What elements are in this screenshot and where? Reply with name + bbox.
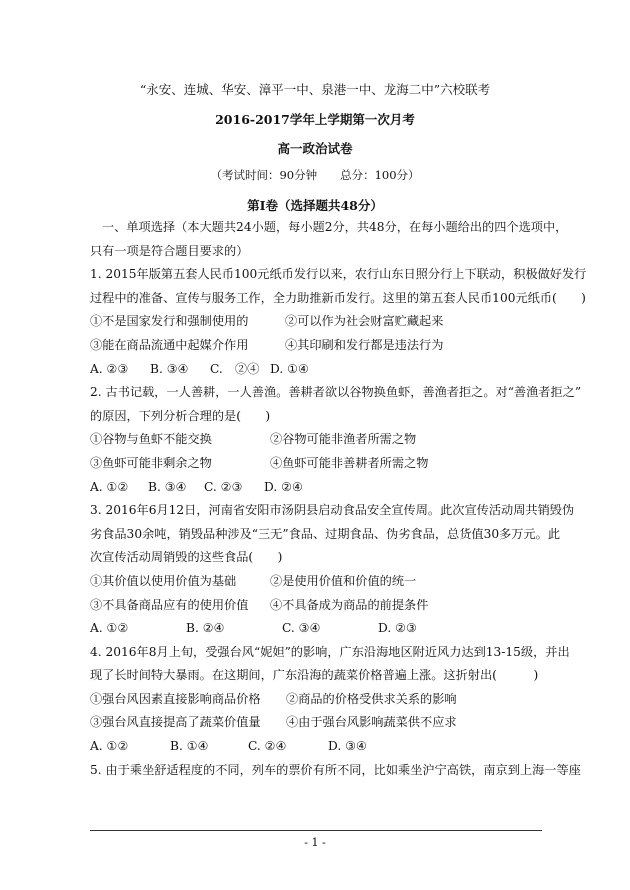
section-title: 第Ⅰ卷（选择题共48分） bbox=[247, 198, 383, 213]
question-2-options bbox=[90, 452, 542, 476]
choice-c: C. ②④ bbox=[210, 361, 260, 376]
option-item: ①不是国家发行和强制使用的 bbox=[90, 314, 249, 329]
choice-d: D. ③④ bbox=[328, 739, 367, 754]
question-3-stem: 3. 2016年6月12日，河南省安阳市汤阴县启动食品安全宣传周。此次宣传活动周共销毁伪 bbox=[90, 503, 575, 518]
option-item: ④其印刷和发行都是违法行为 bbox=[285, 337, 444, 352]
option-item: ①谷物与鱼虾不能交换 bbox=[90, 432, 212, 447]
choice-b: B. ①④ bbox=[170, 739, 209, 754]
question-1-choices bbox=[90, 358, 542, 382]
choice-c: C. ②④ bbox=[248, 739, 287, 754]
option-item: ④由于强台风影响蔬菜供不应求 bbox=[286, 715, 457, 730]
choice-a: A. ①② bbox=[90, 621, 129, 636]
choice-b: B. ②④ bbox=[186, 621, 225, 636]
choice-d: D. ②④ bbox=[264, 479, 303, 494]
question-1-options bbox=[90, 334, 542, 358]
choice-d: D. ②③ bbox=[378, 621, 417, 636]
option-item: ①强台风因素直接影响商品价格 bbox=[90, 691, 261, 706]
choice-c: C. ③④ bbox=[282, 621, 321, 636]
choice-a: A. ①② bbox=[90, 479, 129, 494]
instructions-line: 一、单项选择（本大题共24小题，每小题2分，共48分，在每小题给出的四个选项中， bbox=[102, 220, 568, 234]
question-4-options bbox=[90, 711, 542, 735]
question-2-choices bbox=[90, 476, 542, 500]
option-item: ③能在商品流通中起媒介作用 bbox=[90, 337, 249, 352]
exam-title-term: 2016-2017学年上学期第一次月考 bbox=[215, 112, 415, 127]
choice-d: D. ①④ bbox=[270, 361, 309, 376]
choice-b: B. ③④ bbox=[148, 479, 187, 494]
question-3-stem: 次宣传活动周销毁的这些食品( ) bbox=[90, 550, 283, 565]
question-4-stem: 4. 2016年8月上旬，受强台风“妮妲”的影响，广东沿海地区附近风力达到13-15级，并出 bbox=[90, 644, 570, 659]
option-item: ①其价值以使用价值为基础 bbox=[90, 573, 237, 588]
exam-title-schools: “永安、连城、华安、漳平一中、泉港一中、龙海二中”六校联考 bbox=[139, 82, 491, 97]
question-2-stem: 2. 古书记载，一人善耕，一人善渔。善耕者欲以谷物换鱼虾，善渔者拒之。对“善渔者拒之” bbox=[90, 385, 582, 400]
option-item: ③强台风直接提高了蔬菜价值量 bbox=[90, 715, 261, 730]
option-item: ③不具备商品应有的使用价值 bbox=[90, 597, 249, 612]
question-4-choices bbox=[90, 735, 542, 759]
question-body bbox=[90, 216, 587, 782]
question-3-stem: 劣食品30余吨，销毁品种涉及“三无”食品、过期食品、伪劣食品，总货值30多万元。此 bbox=[90, 526, 561, 541]
option-item: ②谷物可能非渔者所需之物 bbox=[270, 432, 417, 447]
choice-c: C. ②③ bbox=[204, 479, 243, 494]
question-1-stem: 过程中的准备、宣传与服务工作，全力助推新币发行。这里的第五套人民币100元纸币( ) bbox=[90, 290, 586, 305]
question-3-options bbox=[90, 570, 542, 594]
exam-title-subject: 高一政治试卷 bbox=[277, 141, 353, 156]
question-3-options bbox=[90, 594, 542, 618]
question-2-options bbox=[90, 428, 542, 452]
option-item: ④不具备成为商品的前提条件 bbox=[270, 597, 429, 612]
question-4-stem: 现了长时间特大暴雨。在这期间，广东沿海的蔬菜价格普遍上涨。这折射出( ) bbox=[90, 668, 539, 683]
question-1-options bbox=[90, 310, 542, 334]
footer-divider bbox=[90, 830, 542, 831]
choice-a: A. ②③ bbox=[90, 361, 129, 376]
instructions-line: 只有一项是符合题目要求的） bbox=[90, 243, 249, 258]
page-number: - 1 - bbox=[304, 836, 326, 849]
choice-a: A. ①② bbox=[90, 739, 129, 754]
question-4-options bbox=[90, 688, 542, 712]
option-item: ②是使用价值和价值的统一 bbox=[270, 573, 417, 588]
question-2-stem: 的原因，下列分析合理的是( ) bbox=[90, 408, 271, 423]
question-5-stem: 5. 由于乘坐舒适程度的不同，列车的票价有所不同，比如乘坐沪宁高铁，南京到上海一等座 bbox=[90, 762, 581, 777]
option-item: ④鱼虾可能非善耕者所需之物 bbox=[270, 455, 429, 470]
question-3-choices bbox=[90, 617, 542, 641]
exam-time-score: （考试时间：90分钟 总分：100分） bbox=[210, 168, 420, 182]
option-item: ③鱼虾可能非剩余之物 bbox=[90, 455, 212, 470]
option-item: ②可以作为社会财富贮藏起来 bbox=[285, 314, 444, 329]
choice-b: B. ③④ bbox=[150, 361, 189, 376]
option-item: ②商品的价格受供求关系的影响 bbox=[286, 691, 457, 706]
question-1-stem: 1. 2015年版第五套人民币100元纸币发行以来，农行山东日照分行上下联动，积极做好发行 bbox=[90, 267, 587, 282]
